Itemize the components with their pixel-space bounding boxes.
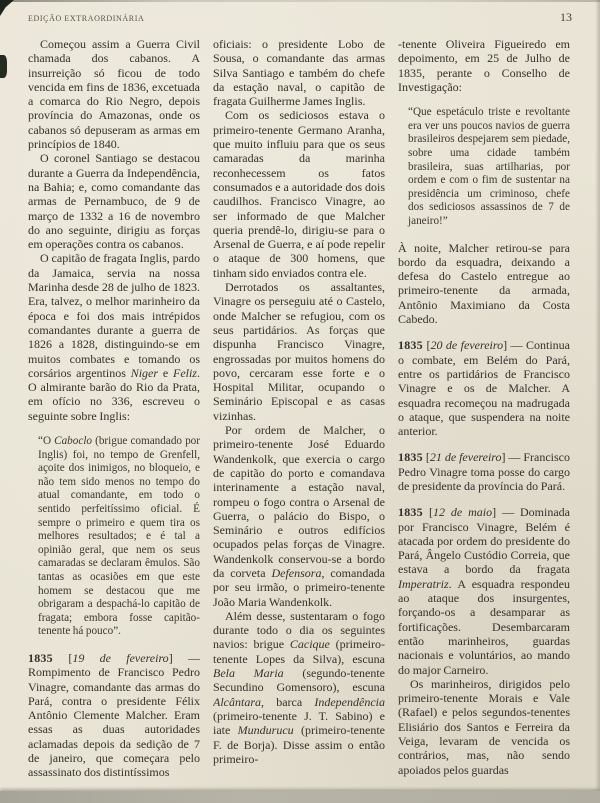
- page-number: 13: [560, 10, 572, 24]
- paragraph: Começou assim a Guerra Civil chamada dos cabanos. A insurreição só ficou de todo vencida em fins de 1836, excetuada a comarca do Rio Negro, depois província do Amazonas, onde os cabanos só depuseram as armas em princípios de 1840.: [28, 37, 200, 152]
- page-top-edge: [0, 0, 600, 2]
- timeline-entry: 1835 [21 de fevereiro] — Francisco Pedro Vinagre toma posse do cargo de presidente da província do Pará.: [398, 450, 570, 493]
- paragraph: Por ordem de Malcher, o primeiro-tenente José Eduardo Wandenkolk, que exercia o cargo de capitão do porto e comandava interinamente a estação naval, rompeu o fogo contra o Arsenal de Guerra, o palácio do Bispo, o Seminário e outros edifícios ocupados pelas forças de Vinagre. Wandenkolk conservou-se a bordo da corveta Defensora, comandada por seu irmão, o primeiro-tenente João Maria Wandenkolk.: [213, 423, 385, 609]
- page-right-edge-shadow: [595, 0, 600, 803]
- paragraph: Além desse, sustentaram o fogo durante todo o dia os seguintes navios: brigue Cacique (primeiro-tenente Lopes da Silva), escuna Bela Maria (segundo-tenente Secundino Gomensoro), escuna Alcântara, barca Independência (primeiro-tenente J. T. Sabino) e iate Mundurucu (primeiro-tenente F. de Borja). Disse assim o então primeiro-: [213, 608, 385, 766]
- paragraph: O capitão de fragata Inglis, pardo da Jamaica, servia na nossa Marinha desde 28 de julho de 1823. Era, talvez, o melhor marinheiro da época e foi dos mais intrépidos comandantes durante a guerra de 1826 a 1828, distinguindo-se em muitos combates e tomando os corsários argentinos Niger e Feliz. O almirante barão do Rio da Prata, em ofício no 336, escreveu o seguinte sobre Inglis:: [28, 251, 200, 423]
- paragraph: Com os sediciosos estava o primeiro-tenente Germano Aranha, que muito influiu para que os seus camaradas da marinha reconhecessem os fatos consumados e a autoridade dos dois caudilhos. Francisco Vinagre, ao ser informado de que Malcher queria prendê-lo, dirigiu-se para o Arsenal de Guerra, e aí pode repelir o ataque de 300 homens, que tinham sido enviados contra ele.: [213, 108, 385, 280]
- quote-paragraph: “O Caboclo (brigue comandado por Inglis) foi, no tempo de Grenfell, açoite dos inimigos, no bloqueio, e não tem sido menos no tempo do atual comandante, em todo o sentido perfeitíssimo oficial. É sempre o primeiro e quem tira os melhores resultados; e é tal a opinião geral, que nem os seus camaradas se declaram êmulos. São tantas as ocasiões em que este homem se destacou que me obrigaram a despachá-lo capitão de fragata; embora fosse capitão-tenente há pouco”.: [38, 435, 200, 638]
- text-column-3: [398, 37, 570, 797]
- text-column-1: [28, 37, 200, 797]
- quote-paragraph: “Que espetáculo triste e revoltante era ver uns poucos navios de guerra brasileiros despejarem sem piedade, sobre uma cidade também brasileira, suas artilharias, por ordem e com o fim de sustentar na presidência um criminoso, chefe dos sediciosos assassinos de 7 de janeiro!”: [408, 106, 570, 227]
- page-bottom-edge: [0, 791, 600, 803]
- paragraph: Derrotados os assaltantes, Vinagre os perseguiu até o Castelo, onde Malcher se refugiou, com os seus partidários. As forças que dispunha Francisco Vinagre, engrossadas por muitos homens do povo, cercaram esse forte e o Hospital Militar, ocupando o Seminário Episcopal e as casas vizinhas.: [213, 280, 385, 423]
- paragraph: À noite, Malcher retirou-se para bordo da esquadra, deixando a defesa do Castelo entregue ao primeiro-tenente da armada, Antônio Maximiano da Costa Cabedo.: [398, 240, 570, 327]
- page-edge-mark: [0, 55, 7, 78]
- paragraph: -tenente Oliveira Figueiredo em depoimento, em 25 de Julho de 1835, perante o Conselho de Investigação:: [398, 37, 570, 94]
- paragraph: oficiais: o presidente Lobo de Sousa, o comandante das armas Silva Santiago e também do chefe da estação naval, o capitão de fragata Guilherme James Inglis.: [213, 37, 385, 109]
- page-header: [28, 10, 572, 25]
- paragraph: Os marinheiros, dirigidos pelo primeiro-tenente Morais e Vale (Rafael) e pelos segundos-tenentes Elisiário dos Santos e Ferreira da Veiga, levaram de vencida os contrários, mas, não sendo apoiados pelos guardas: [398, 676, 570, 777]
- text-column-2: [213, 37, 385, 797]
- edition-title: EDIÇÃO EXTRAORDINÁRIA: [28, 14, 145, 23]
- paragraph: O coronel Santiago se destacou durante a Guerra da Independência, na Bahia; e, como comandante das armas de Pernambuco, de 9 de março de 1332 a 16 de novembro do ano seguinte, dirigiu as forças em operações contra os cabanos.: [28, 151, 200, 252]
- page-corner-mark: [0, 0, 14, 16]
- timeline-entry: 1835 [19 de fevereiro] — Rompimento de Francisco Pedro Vinagre, comandante das armas do Pará, contra o presidente Félix Antônio Clemente Malcher. Eram essas as duas autoridades aclamadas depois da sedição de 7 de janeiro, que começara pelo assassinato dos distintíssimos: [28, 650, 200, 780]
- timeline-entry: 1835 [20 de fevereiro] — Continua o combate, em Belém do Pará, entre os partidários de Francisco Vinagre e os de Malcher. A esquadra recomeçou na madrugada o ataque, que suspendera na noite anterior.: [398, 338, 570, 439]
- text-columns: [28, 37, 570, 797]
- timeline-entry: 1835 [12 de maio] — Dominada por Francisco Vinagre, Belém é atacada por ordem do presidente do Pará, Ângelo Custódio Correia, que estava a bordo da fragata Imperatriz. A esquadra respondeu ao ataque dos insurgentes, forçando-os a desamparar as fortificações. Desembarcaram então marinheiros, guardas nacionais e voluntários, ao mando do major Carneiro.: [398, 505, 570, 677]
